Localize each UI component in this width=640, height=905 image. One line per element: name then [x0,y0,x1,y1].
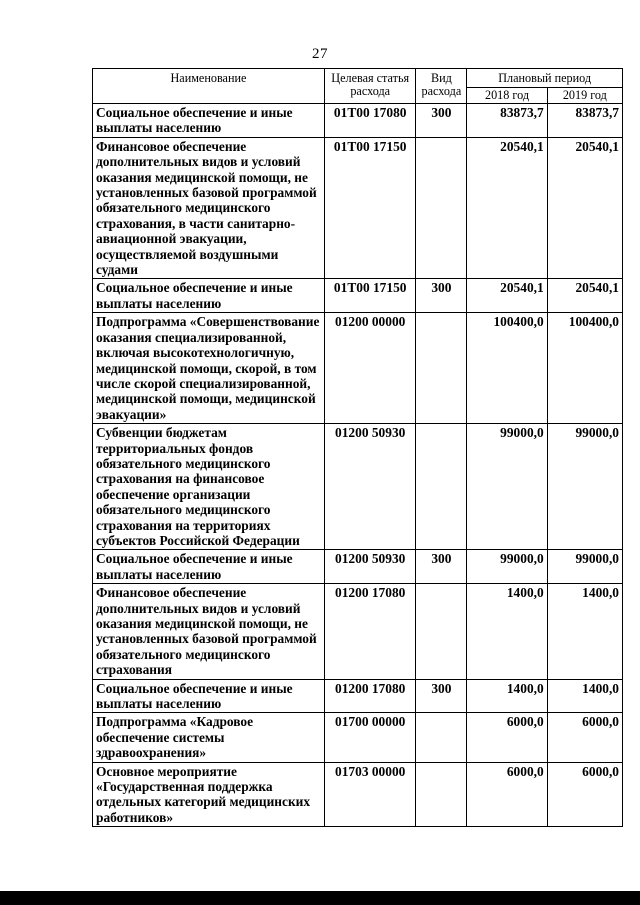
row-amount-2019: 20540,1 [547,279,622,313]
row-kind [416,762,467,827]
row-amount-2019: 6000,0 [547,762,622,827]
table-row [93,679,623,713]
row-kind [416,713,467,762]
row-amount-2018: 99000,0 [467,424,547,550]
row-kind: 300 [416,104,467,138]
table-row [93,279,623,313]
row-amount-2018: 100400,0 [467,313,547,424]
row-amount-2019: 100400,0 [547,313,622,424]
row-amount-2019: 99000,0 [547,424,622,550]
table-row [93,104,623,138]
row-code: 01200 50930 [324,550,416,584]
row-name: Социальное обеспечение и иные выплаты населению [93,550,325,584]
table-body [93,104,623,827]
row-name: Социальное обеспечение и иные выплаты населению [93,104,325,138]
table-row [93,550,623,584]
table-row [93,424,623,550]
row-amount-2018: 1400,0 [467,584,547,679]
row-amount-2018: 1400,0 [467,679,547,713]
row-amount-2018: 20540,1 [467,279,547,313]
header-year-2019: 2019 год [547,87,622,103]
row-amount-2018: 6000,0 [467,762,547,827]
header-name: Наименование [93,69,325,104]
row-amount-2019: 1400,0 [547,679,622,713]
row-amount-2019: 6000,0 [547,713,622,762]
row-code: 01Т00 17150 [324,137,416,279]
row-code: 01200 50930 [324,424,416,550]
row-kind [416,424,467,550]
row-code: 01Т00 17080 [324,104,416,138]
row-name: Субвенции бюджетам территориальных фондов обязательного медицинского страхования на финансовое обеспечение организации обязательного медицинского страхования на территориях субъектов Российской Федерации [93,424,325,550]
table-row [93,313,623,424]
row-amount-2019: 99000,0 [547,550,622,584]
header-kind: Вид расхода [416,69,467,104]
row-kind: 300 [416,279,467,313]
row-kind [416,137,467,279]
row-name: Подпрограмма «Совершенствование оказания специализированной, включая высокотехнологичную, медицинской помощи, скорой, в том числе скорой специализированной, медицинской помощи, медицинской эвакуации» [93,313,325,424]
table-row [93,713,623,762]
row-name: Финансовое обеспечение дополнительных видов и условий оказания медицинской помощи, не установленных базовой программой обязательного медицинского страхования, в части санитарно-авиационной эвакуации, осуществляемой воздушными судами [93,137,325,279]
row-kind [416,584,467,679]
row-amount-2018: 20540,1 [467,137,547,279]
row-code: 01200 00000 [324,313,416,424]
table-row [93,584,623,679]
table-row [93,137,623,279]
row-amount-2019: 83873,7 [547,104,622,138]
row-name: Подпрограмма «Кадровое обеспечение системы здравоохранения» [93,713,325,762]
row-code: 01200 17080 [324,679,416,713]
header-period: Плановый период [467,69,623,88]
header-code: Целевая статья расхода [324,69,416,104]
table-row [93,762,623,827]
header-year-2018: 2018 год [467,87,547,103]
bottom-scan-bar [0,891,640,905]
row-code: 01200 17080 [324,584,416,679]
row-name: Основное мероприятие «Государственная поддержка отдельных категорий медицинских работников» [93,762,325,827]
budget-table [92,68,623,827]
row-code: 01Т00 17150 [324,279,416,313]
page-number: 27 [312,46,328,62]
row-name: Социальное обеспечение и иные выплаты населению [93,279,325,313]
row-amount-2018: 99000,0 [467,550,547,584]
row-amount-2018: 6000,0 [467,713,547,762]
row-code: 01700 00000 [324,713,416,762]
row-kind: 300 [416,550,467,584]
row-name: Финансовое обеспечение дополнительных видов и условий оказания медицинской помощи, не установленных базовой программой обязательного медицинского страхования [93,584,325,679]
row-kind: 300 [416,679,467,713]
row-code: 01703 00000 [324,762,416,827]
row-amount-2018: 83873,7 [467,104,547,138]
table-header [93,69,623,104]
row-kind [416,313,467,424]
row-name: Социальное обеспечение и иные выплаты населению [93,679,325,713]
row-amount-2019: 1400,0 [547,584,622,679]
row-amount-2019: 20540,1 [547,137,622,279]
